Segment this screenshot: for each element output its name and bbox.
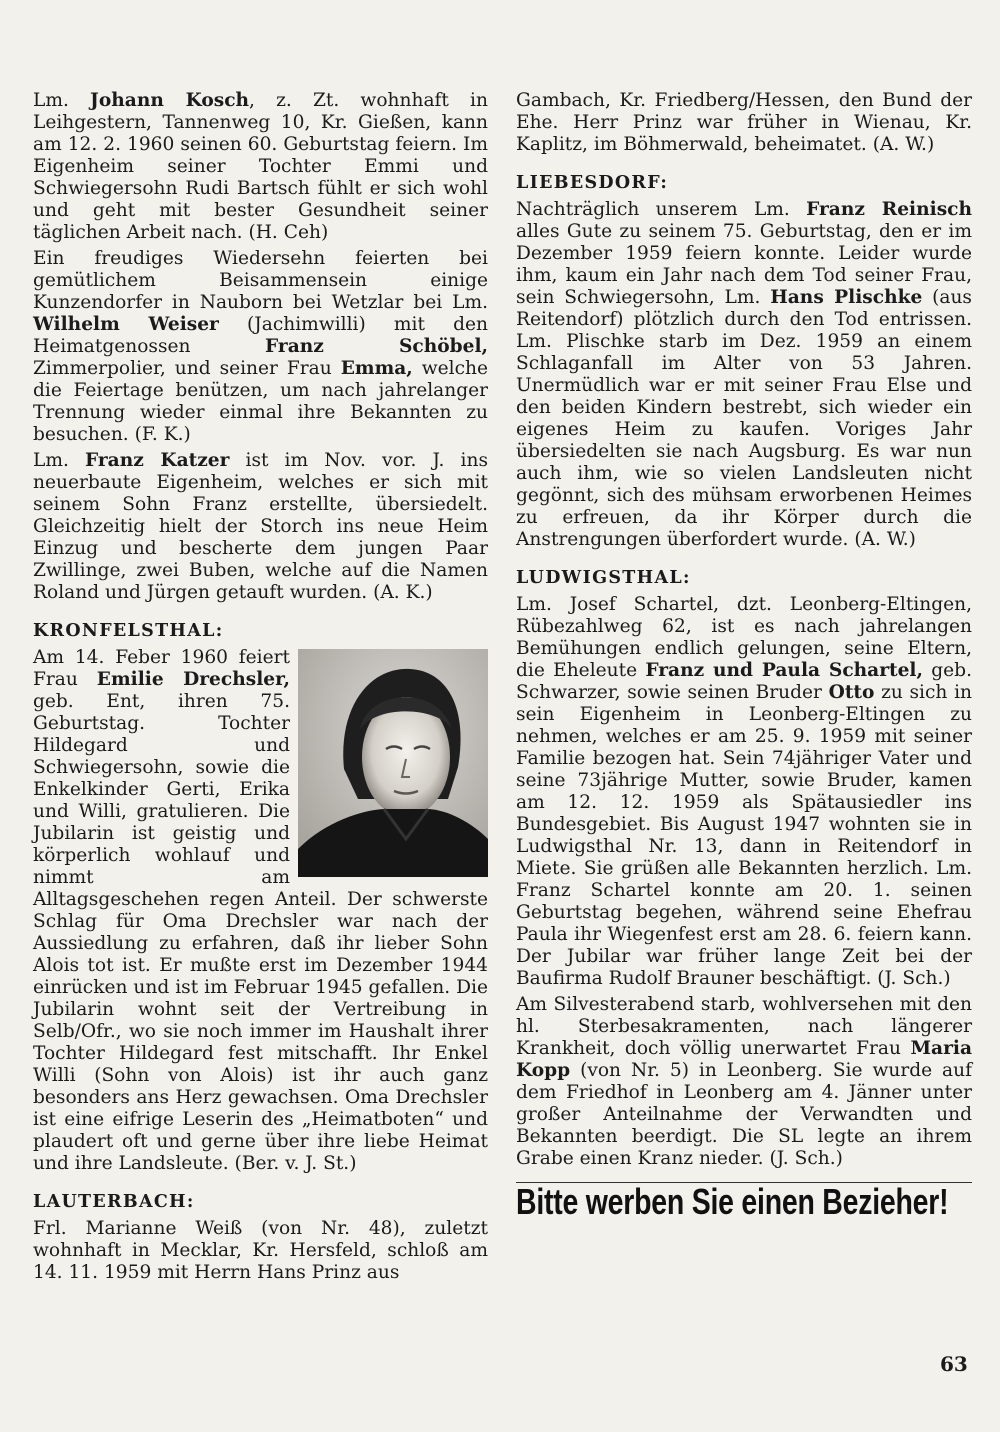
text-run: Nachträglich unserem Lm. [516,199,807,220]
text-run: Lm. [33,450,85,471]
text-run: zu sich in sein Eigenheim in Leonberg-Eltingen zu nehmen, welches er am 25. 9. 1959 mit seiner Familie bezogen hat. Sein 74jähriger Vater und seine 73jährige Mutter, sowie Bruder, kamen am 12. 12. 1959 als Spätausiedler ins Bundesgebiet. Bis August 1947 wohnten sie in Ludwigsthal Nr. 13, dann in Reitendorf in Miete. Sie grüßen alle Bekannten herzlich. Lm. Franz Schartel konnte am 20. 1. seinen Geburtstag begehen, während seine Ehefrau Paula ihr Wiegenfest erst am 28. 6. feiern kann. Der Jubilar war früher lange Zeit bei der Baufirma Rudolf Brauner beschäftigt. (J. Sch.) [516,682,972,989]
paragraph-franz-reinisch [516,199,972,551]
text-run: Lm. Josef Schartel, dzt. Leonberg-Eltingen, Rübezahlweg 62, ist es nach jahrelangen Bemühungen endlich gelungen, seine Eltern, die Eheleute [516,594,972,681]
text-run: Lm. [33,90,91,111]
text-run: alles Gute zu seinem 75. Geburtstag, den er im Dezember 1959 feiern konnte. Leider wurde ihm, kaum ein Jahr nach dem Tod seiner Frau, sein Schwiegersohn, Lm. [516,221,972,308]
text-run: Am 14. Feber 1960 feiert Frau [33,647,290,690]
section-heading-liebesdorf: LIEBESDORF: [516,173,669,193]
right-column [516,90,972,1222]
bold-name-run: Hans Plischke [770,287,923,308]
bold-name-run: Johann Kosch [90,90,250,111]
bold-name-run: Emma, [340,358,413,379]
text-run: , z. Zt. wohnhaft in Leihgestern, Tannenweg 10, Kr. Gießen, kann am 12. 2. 1960 seinen 60. Geburtstag feiern. Im Eigenheim seiner Tochter Emmi und Schwiegersohn Rudi Bartsch fühlt er sich wohl und geht mit bester Gesundheit seiner täglichen Arbeit nach. (H. Ceh) [33,90,488,243]
text-run: Frl. Marianne Weiß (von Nr. 48), zuletzt wohnhaft in Mecklar, Kr. Hersfeld, schloß am 14. 11. 1959 mit Herrn Hans Prinz aus [33,1218,488,1283]
section-heading-kronfelsthal: KRONFELSTHAL: [33,621,224,641]
left-column [33,90,488,1288]
text-run: Gambach, Kr. Friedberg/Hessen, den Bund der Ehe. Herr Prinz war früher in Wienau, Kr. Kaplitz, im Böhmerwald, beheimatet. (A. W.) [516,90,972,155]
paragraph-johann-kosch [33,90,488,244]
text-run: (aus Reitendorf) plötzlich durch den Tod entrissen. Lm. Plischke starb im Dez. 1959 an einem Schlaganfall im Alter von 53 Jahren. Unermüdlich war er mit seiner Frau Else und den beiden Kindern bestrebt, sich wieder ein eigenes Heim zu kaufen. Voriges Jahr übersiedelten sie nach Augsburg. Es war nun auch ihm, wie so vielen Landsleuten nicht gegönnt, sich des mühsam erworbenen Heimes zu erfreuen, da ihr Körper durch die Anstrengungen überfordert wurde. (A. W.) [516,287,972,550]
portrait-image [298,649,488,877]
paragraph-hans-prinz-continued [516,90,972,156]
bold-name-run: Wilhelm Weiser [33,314,219,335]
portrait-photo-emilie-drechsler [298,649,488,877]
paragraph-marianne-weiss [33,1218,488,1284]
text-run: (Jachimwilli) mit den Heimatgenossen [33,314,489,357]
text-run: Ein freudiges Wiedersehn feierten bei gemütlichem Beisammensein einige Kunzendorfer in Nauborn bei Wetzlar bei Lm. [33,248,488,313]
bold-name-run: Franz Katzer [84,450,230,471]
bold-name-run: Franz Reinisch [806,199,972,220]
bold-name-run: Franz Schöbel, [265,336,488,357]
text-run: (von Nr. 5) in Leonberg. Sie wurde auf dem Friedhof in Leonberg am 4. Jänner unter großer Anteilnahme der Verwandten und Bekannten beerdigt. Die SL legte an ihrem Grabe einen Kranz nieder. (J. Sch.) [516,1060,972,1169]
section-heading-ludwigsthal: LUDWIGSTHAL: [516,568,691,588]
bold-name-run: Emilie Drechsler, [96,669,290,690]
bold-name-run: Franz und Paula Schartel, [645,660,923,681]
text-run: welche die Feiertage benützen, um nach jahrelanger Trennung wieder einmal ihre Bekannten zu besuchen. (F. K.) [33,358,488,445]
text-run: geb. Schwarzer, sowie seinen Bruder [516,660,972,703]
text-run: geb. Ent, ihren 75. Geburtstag. Tochter Hildegard und Schwiegersohn, sowie die Enkelkinder Gerti, Erika und Willi, gratulieren. Die Jubilarin ist geistig und körperlich wohlauf und nimmt am Alltagsgeschehen regen Anteil. Der schwerste Schlag für Oma Drechsler war nach der Aussiedlung zu erfahren, daß ihr lieber Sohn Alois tot ist. Er mußte erst im Dezember 1944 einrücken und ist im Februar 1945 gefallen. Die Jubilarin wohnt seit der Vertreibung in Selb/Ofr., wo sie noch immer im Haushalt ihrer Tochter Hildegard fest mitschafft. Ihr Enkel Willi (Sohn von Alois) ist ihr auch ganz besonders ans Herz gewachsen. Oma Drechsler ist eine eifrige Leserin des „Heimatboten“ und plaudert oft und gerne über ihre liebe Heimat und ihre Landsleute. (Ber. v. J. St.) [33,691,488,1174]
page-number: 63 [940,1352,968,1376]
paragraph-schartel-family [516,594,972,990]
text-run: Am Silvesterabend starb, wohlversehen mit den hl. Sterbesakramenten, nach längerer Krankheit, doch völlig unerwartet Frau [516,994,972,1059]
paragraph-franz-katzer [33,450,488,604]
paragraph-maria-kopp [516,994,972,1170]
subscriber-ad-slogan: Bitte werben Sie einen Bezieher! [516,1181,949,1222]
text-run: Zimmerpolier, und seiner Frau [33,358,341,379]
text-run: ist im Nov. vor. J. ins neuerbaute Eigenheim, welches er sich mit seinem Sohn Franz erstellte, übersiedelt. Gleichzeitig hielt der Storch ins neue Heim Einzug und bescherte dem jungen Paar Zwillinge, zwei Buben, welche auf die Namen Roland und Jürgen getauft wurden. (A. K.) [33,450,488,603]
section-heading-lauterbach: LAUTERBACH: [33,1192,195,1212]
bold-name-run: Maria Kopp [516,1038,972,1081]
bold-name-run: Otto [828,682,875,703]
paragraph-wilhelm-weiser [33,248,488,446]
